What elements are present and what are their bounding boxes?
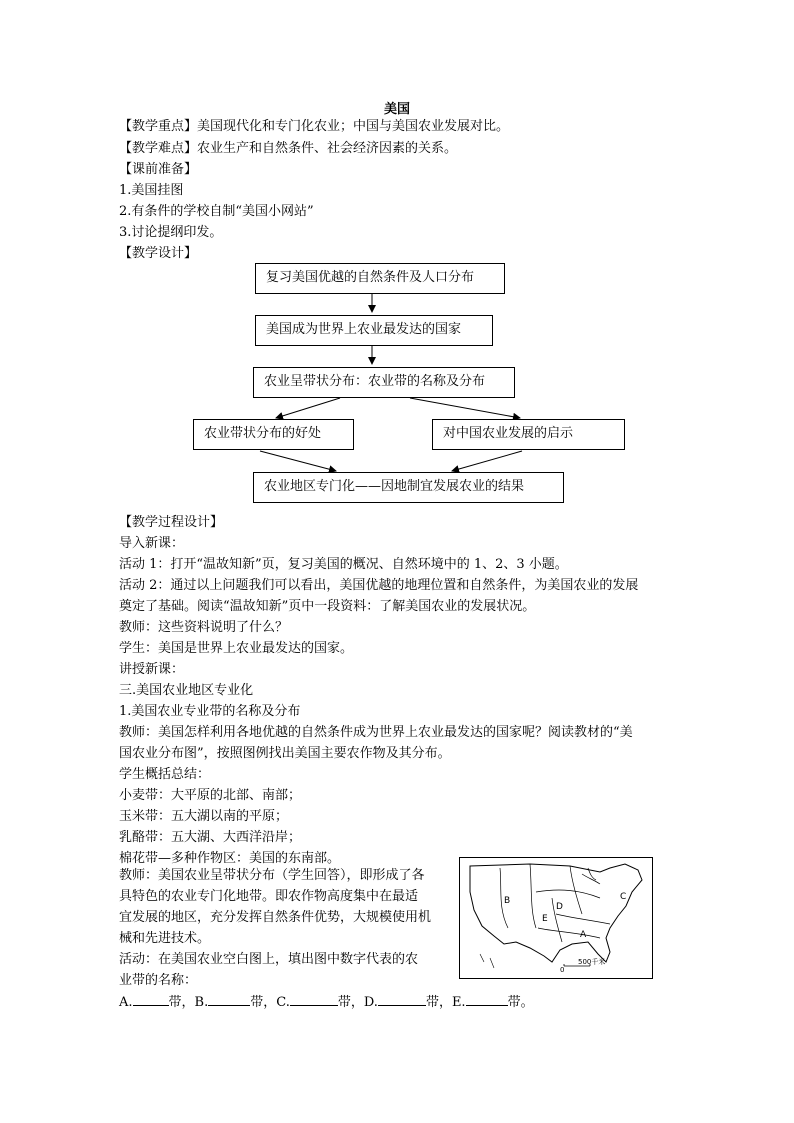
us-agriculture-map bbox=[459, 857, 653, 979]
flowchart-arrows bbox=[0, 0, 794, 520]
blank-b[interactable] bbox=[208, 993, 250, 1006]
prep-item: 1.美国挂图 bbox=[119, 183, 184, 198]
belt-item: 小麦带：大平原的北部、南部； bbox=[119, 788, 302, 803]
blank-e[interactable] bbox=[466, 993, 508, 1006]
prep-heading: 【课前准备】 bbox=[119, 162, 198, 177]
section-heading: 三.美国农业地区专业化 bbox=[119, 683, 254, 698]
map-label-d: D bbox=[556, 902, 563, 912]
blank-a[interactable] bbox=[133, 993, 169, 1006]
belt-item: 棉花带—多种作物区：美国的东南部。 bbox=[119, 851, 341, 866]
key-points: 【教学重点】美国现代化和专门化农业；中国与美国农业发展对比。 bbox=[119, 119, 510, 134]
activity-3-line: 业带的名称： bbox=[119, 973, 198, 988]
fill-label-a: A. bbox=[119, 995, 133, 1010]
map-outline bbox=[460, 858, 652, 978]
teacher-3-line: 械和先进技术。 bbox=[119, 931, 211, 946]
intro-label: 导入新课： bbox=[119, 536, 185, 551]
map-scale-zero: 0 bbox=[560, 966, 565, 974]
arrow-3-4 bbox=[276, 398, 340, 418]
design-heading: 【教学设计】 bbox=[119, 246, 198, 261]
blank-c[interactable] bbox=[290, 993, 338, 1006]
belt-item: 乳酪带：五大湖、大西洋沿岸； bbox=[119, 830, 302, 845]
flow-box-agriculture: 美国成为世界上农业最发达的国家 bbox=[255, 315, 493, 346]
flow-box-inspiration: 对中国农业发展的启示 bbox=[432, 419, 625, 450]
fill-label-b: 带，B. bbox=[168, 995, 209, 1010]
flow-box-belts: 农业呈带状分布：农业带的名称及分布 bbox=[253, 367, 515, 398]
map-label-c: C bbox=[620, 892, 627, 902]
student-summary: 学生概括总结： bbox=[119, 767, 211, 782]
map-label-b: B bbox=[504, 896, 511, 906]
fill-label-e: 带，E. bbox=[425, 995, 466, 1010]
flow-box-specialization: 农业地区专门化——因地制宜发展农业的结果 bbox=[253, 472, 564, 503]
map-label-a: A bbox=[580, 930, 587, 940]
prep-item: 2.有条件的学校自制“美国小网站” bbox=[119, 204, 314, 219]
teacher-2-line-1: 教师：美国怎样利用各地优越的自然条件成为世界上农业最发达的国家呢？阅读教材的“美 bbox=[119, 725, 633, 740]
arrow-5-6 bbox=[452, 451, 522, 471]
teacher-2-line-2: 国农业分布图”，按照图例找出美国主要农作物及其分布。 bbox=[119, 746, 451, 761]
activity-2-line-1: 活动 2：通过以上问题我们可以看出，美国优越的地理位置和自然条件，为美国农业的发展 bbox=[119, 578, 639, 593]
fill-label-end: 带。 bbox=[507, 995, 534, 1010]
fill-label-d: 带，D. bbox=[337, 995, 378, 1010]
subsection-heading: 1.美国农业专业带的名称及分布 bbox=[119, 704, 301, 719]
student-answer: 学生：美国是世界上农业最发达的国家。 bbox=[119, 641, 354, 656]
belt-item: 玉米带：五大湖以南的平原； bbox=[119, 809, 289, 824]
lecture-label: 讲授新课： bbox=[119, 662, 185, 677]
teacher-question: 教师：这些资料说明了什么？ bbox=[119, 620, 289, 635]
map-label-e: E bbox=[542, 914, 548, 924]
page-title: 美国 bbox=[383, 102, 410, 117]
fill-label-c: 带，C. bbox=[250, 995, 290, 1010]
teacher-3-line: 宜发展的地区，充分发挥自然条件优势，大规模使用机 bbox=[119, 910, 432, 925]
teacher-3-line: 教师：美国农业呈带状分布（学生回答），即形成了各 bbox=[119, 868, 425, 883]
activity-3-line: 活动：在美国农业空白图上，填出图中数字代表的农 bbox=[119, 952, 419, 967]
prep-item: 3.讨论提纲印发。 bbox=[119, 225, 223, 240]
teacher-3-line: 具特色的农业专门化地带。即农作物高度集中在最适 bbox=[119, 889, 419, 904]
arrow-4-6 bbox=[260, 451, 336, 471]
difficulties: 【教学难点】农业生产和自然条件、社会经济因素的关系。 bbox=[119, 141, 458, 156]
activity-2-line-2: 奠定了基础。阅读“温故知新”页中一段资料：了解美国农业的发展状况。 bbox=[119, 599, 536, 614]
arrow-3-5 bbox=[410, 398, 520, 418]
fill-in-line bbox=[119, 993, 534, 1013]
process-heading: 【教学过程设计】 bbox=[119, 515, 224, 530]
flow-box-review: 复习美国优越的自然条件及人口分布 bbox=[255, 263, 505, 294]
map-scale-label: 500千米 bbox=[578, 958, 606, 966]
blank-d[interactable] bbox=[378, 993, 426, 1006]
flow-box-benefits: 农业带状分布的好处 bbox=[193, 419, 354, 450]
activity-1: 活动 1：打开“温故知新”页，复习美国的概况、自然环境中的 1、2、3 小题。 bbox=[119, 557, 568, 572]
